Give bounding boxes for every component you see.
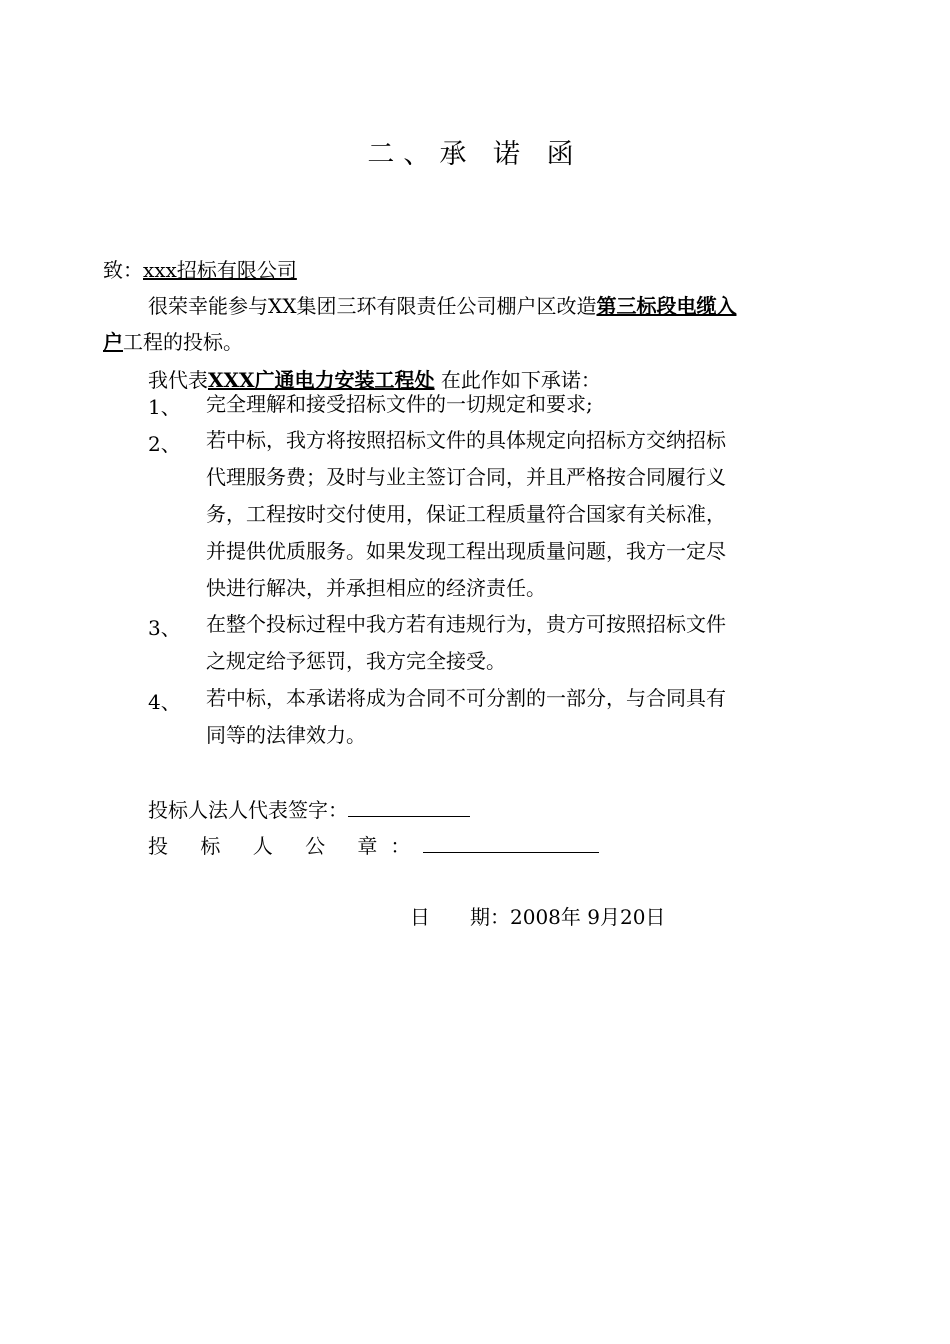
item-4-line-2: 同等的法律效力。 — [206, 723, 366, 747]
intro-line-1 — [148, 292, 736, 320]
rep-prefix: 我代表 — [148, 368, 208, 392]
date-label: 日 期： — [410, 905, 510, 929]
rep-company: XXX广通电力安装工程处 — [208, 368, 435, 392]
rep-suffix: 在此作如下承诺： — [434, 368, 601, 392]
signature-blank[interactable] — [348, 794, 470, 817]
item-number-1: 1、 — [148, 395, 181, 419]
item-text-2 — [206, 422, 810, 607]
signature-label: 投标人法人代表签字： — [148, 798, 348, 822]
item-4-line-1: 若中标，本承诺将成为合同不可分割的一部分，与合同具有 — [206, 686, 726, 710]
intro-text-2: 工程的投标。 — [123, 330, 243, 354]
seal-label: 投 标 人 公 章： — [148, 834, 424, 858]
item-2-line-3: 务，工程按时交付使用，保证工程质量符合国家有关标准， — [206, 502, 726, 526]
recipient-name: xxx招标有限公司 — [143, 258, 297, 282]
page-title: 二、承 诺 函 — [367, 139, 583, 170]
intro-text-1: 很荣幸能参与XX集团三环有限责任公司棚户区改造 — [148, 294, 597, 318]
item-number-4: 4、 — [148, 690, 181, 714]
item-1-line-1: 完全理解和接受招标文件的一切规定和要求; — [206, 392, 593, 416]
item-2-line-4: 并提供优质服务。如果发现工程出现质量问题，我方一定尽 — [206, 539, 726, 563]
seal-line — [148, 830, 599, 860]
item-2-line-2: 代理服务费；及时与业主签订合同，并且严格按合同履行义 — [206, 465, 726, 489]
item-number-3: 3、 — [148, 616, 181, 640]
item-text-3 — [206, 606, 810, 680]
item-2-line-1: 若中标，我方将按照招标文件的具体规定向招标方交纳招标 — [206, 428, 726, 452]
intro-project-name-1: 第三标段电缆入 — [596, 294, 737, 318]
date-line — [410, 903, 665, 931]
intro-line-2 — [103, 328, 243, 356]
item-3-line-1: 在整个投标过程中我方若有违规行为，贵方可按照招标文件 — [206, 612, 726, 636]
signature-line — [148, 794, 470, 824]
intro-project-name-2: 户 — [103, 330, 123, 354]
date-value: 2008年 9月20日 — [510, 905, 666, 929]
item-number-2: 2、 — [148, 432, 181, 456]
seal-blank[interactable] — [423, 830, 599, 853]
recipient-line — [103, 256, 297, 284]
item-text-4 — [206, 680, 810, 754]
item-text-1 — [206, 386, 810, 423]
item-2-line-5: 快进行解决，并承担相应的经济责任。 — [206, 576, 546, 600]
item-3-line-2: 之规定给予惩罚，我方完全接受。 — [206, 649, 506, 673]
recipient-prefix: 致： — [103, 258, 143, 282]
